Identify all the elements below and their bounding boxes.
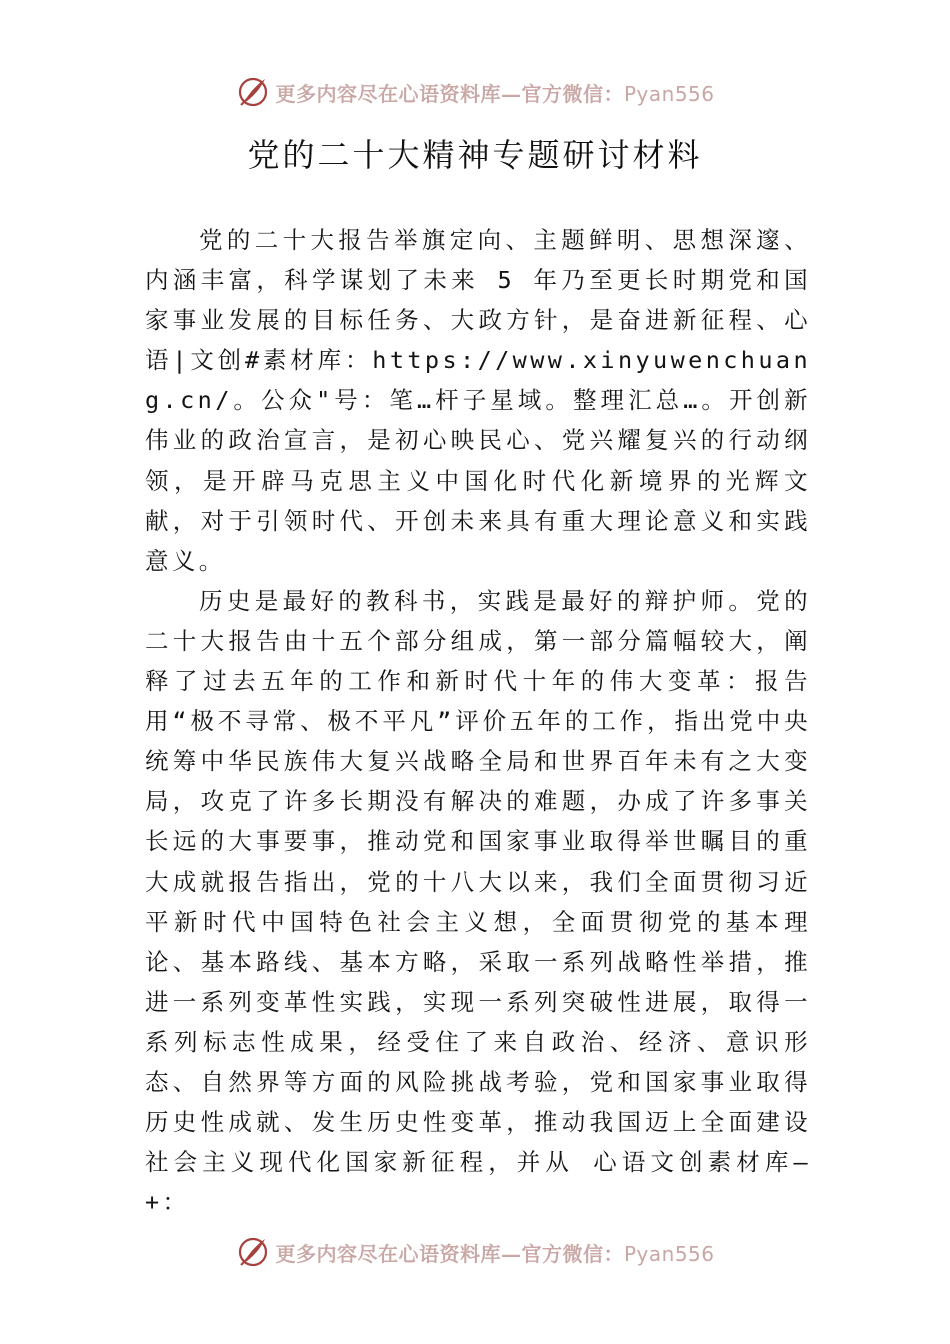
- wechat-handle: Pyan556: [623, 1241, 715, 1266]
- document-body: [145, 220, 811, 1222]
- banner-text: 更多内容尽在心语资料库—官方微信：Pyan556: [275, 1241, 715, 1266]
- footer-watermark-banner: [0, 1232, 950, 1272]
- paragraph: 历史是最好的教科书，实践是最好的辩护师。党的二十大报告由十五个部分组成，第一部分篇幅较大，阐释了过去五年的工作和新时代十年的伟大变革：报告用“极不寻常、极不平凡”评价五年的工作，指出党中央统筹中华民族伟大复兴战略全局和世界百年未有之大变局，攻克了许多长期没有解决的难题，办成了许多事关长远的大事要事，推动党和国家事业取得举世瞩目的重大成就报告指出，党的十八大以来，我们全面贯彻习近平新时代中国特色社会主义想，全面贯彻党的基本理论、基本路线、基本方略，采取一系列战略性举措，推进一系列变革性实践，实现一系列突破性进展，取得一系列标志性成果，经受住了来自政治、经济、意识形态、自然界等方面的风险挑战考验，党和国家事业取得历史性成就、发生历史性变革，推动我国迈上全面建设社会主义现代化国家新征程，并从 心语文创素材库—+：: [145, 586, 811, 1217]
- quill-pen-icon: [235, 1234, 271, 1270]
- paragraph: 党的二十大报告举旗定向、主题鲜明、思想深邃、内涵丰富，科学谋划了未来 5 年乃至更长时期党和国家事业发展的目标任务、大政方针，是奋进新征程、心语|文创#素材库：https://www.xinyuwenchuang.cn/。公众"号：笔…杆子星域。整理汇总…。开创新伟业的政治宣言，是初心映民心、党兴耀复兴的行动纲领，是开辟马克思主义中国化时代化新境界的光辉文献，对于引领时代、开创未来具有重大理论意义和实践意义。: [145, 226, 811, 575]
- quill-pen-icon: [235, 74, 271, 110]
- header-watermark-banner: [0, 72, 950, 112]
- wechat-handle: Pyan556: [623, 81, 715, 106]
- document-title: 党的二十大精神专题研讨材料: [247, 136, 703, 174]
- banner-text: 更多内容尽在心语资料库—官方微信：Pyan556: [275, 81, 715, 106]
